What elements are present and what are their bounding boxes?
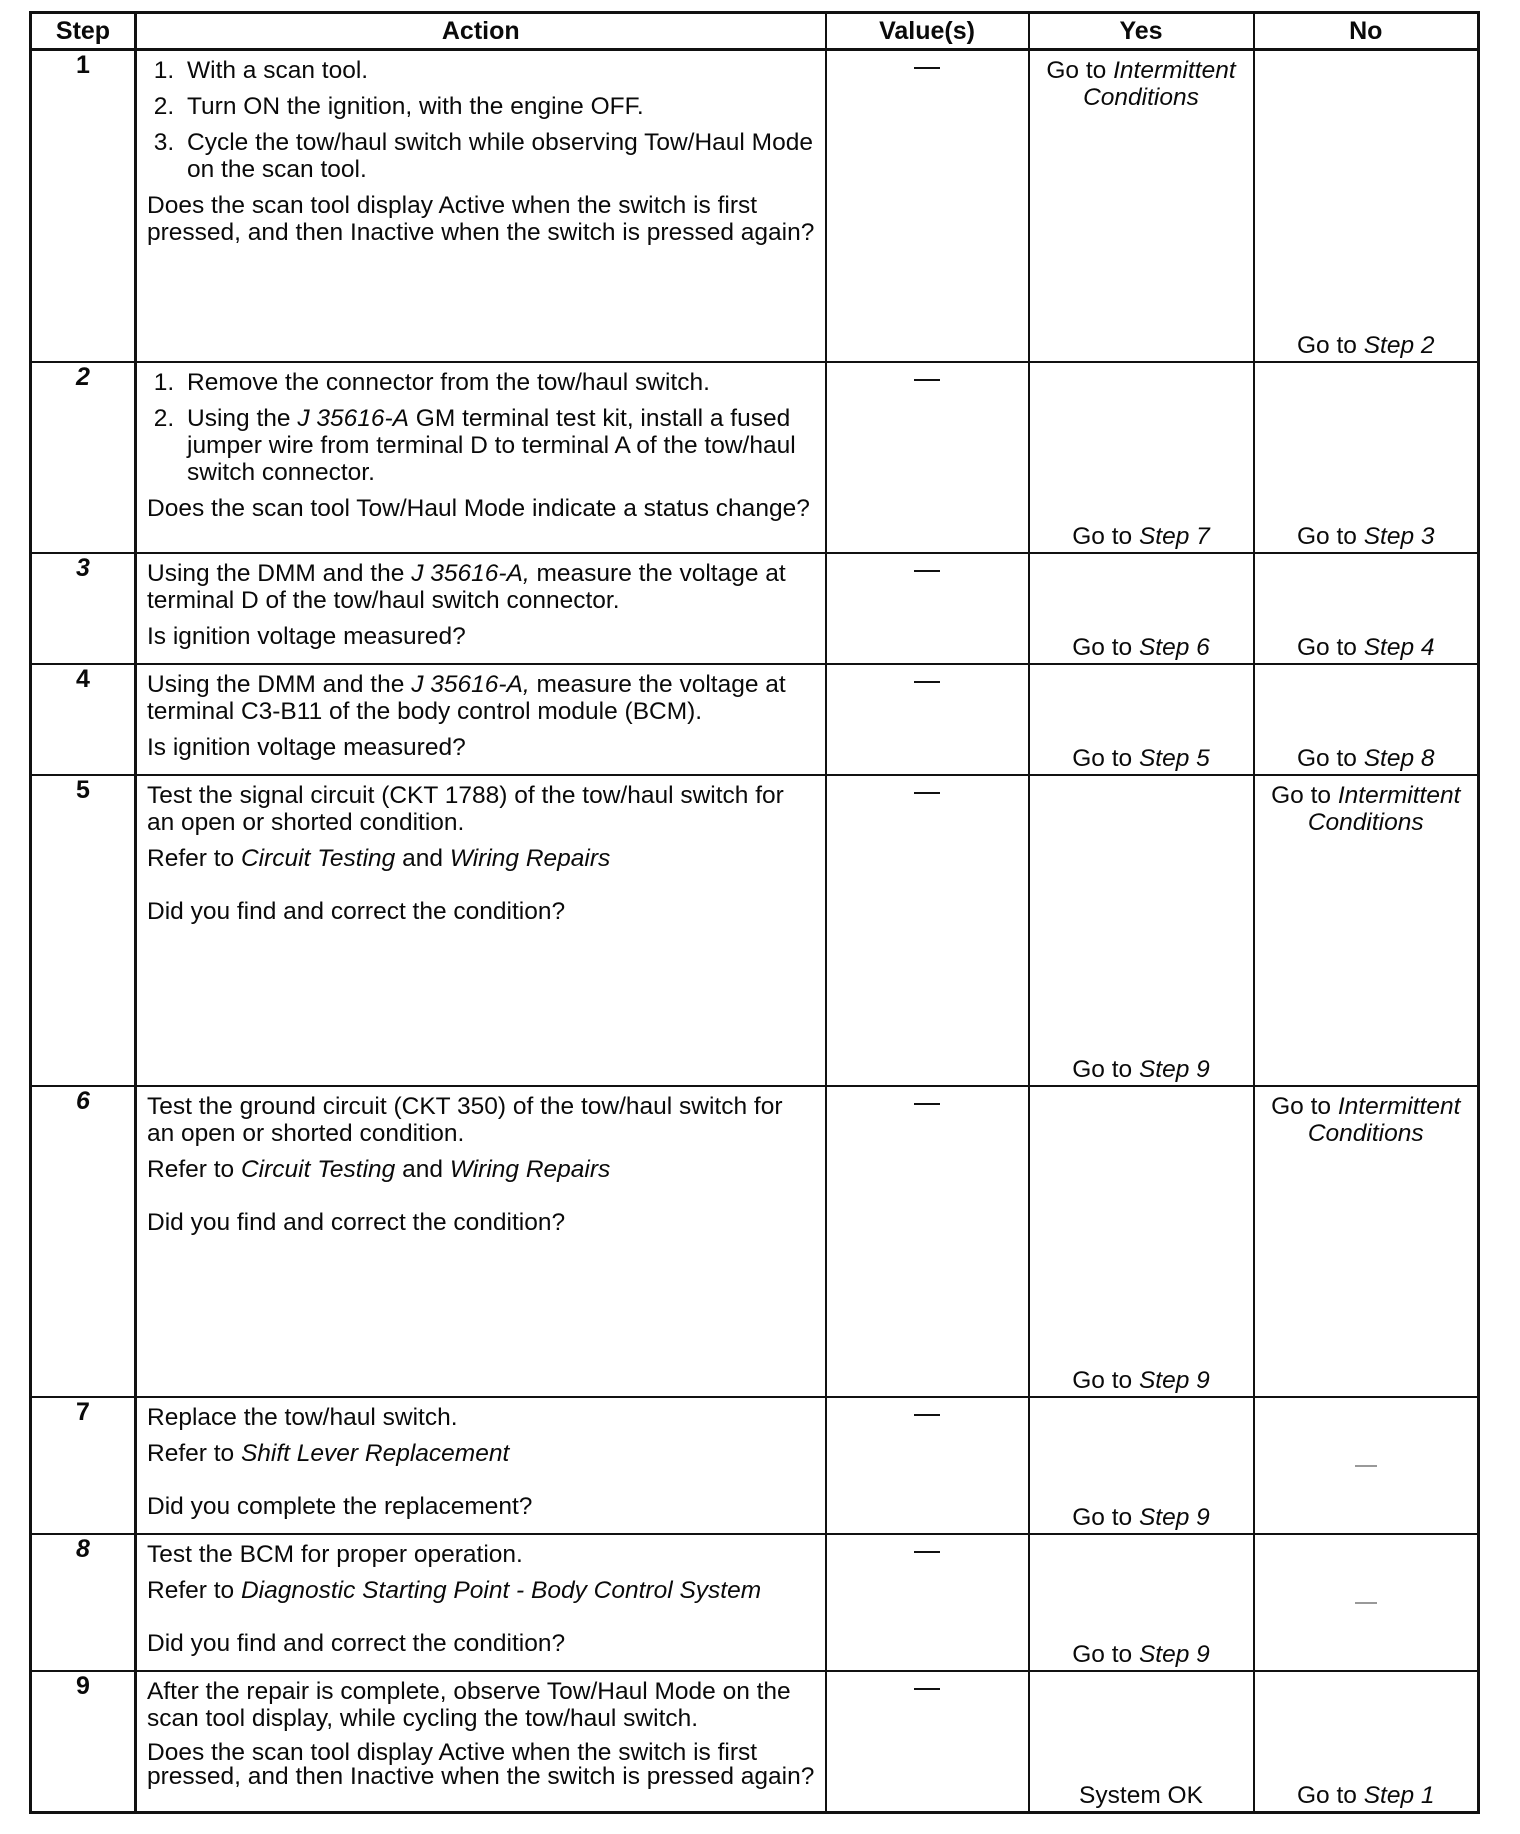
action-cell bbox=[136, 1671, 826, 1813]
step-number: 8 bbox=[31, 1534, 136, 1671]
yes-cell bbox=[1029, 553, 1254, 664]
question-text: Did you find and correct the condition? bbox=[147, 1629, 566, 1657]
value-cell bbox=[826, 664, 1029, 775]
dash-mark bbox=[914, 570, 940, 572]
diagnostic-table bbox=[29, 11, 1480, 1814]
header-row bbox=[31, 13, 1479, 50]
yes-link[interactable]: Step 9 bbox=[1138, 1640, 1210, 1668]
action-cell bbox=[136, 775, 826, 1086]
go-to-label: Go to bbox=[1296, 633, 1357, 661]
no-cell bbox=[1254, 775, 1479, 1086]
yes-link[interactable]: Step 6 bbox=[1138, 633, 1210, 661]
go-to-label: Go to bbox=[1296, 522, 1357, 550]
reference-text: Refer to Shift Lever Replacement bbox=[147, 1439, 510, 1467]
reference-link[interactable]: Diagnostic Starting Point - Body Control System bbox=[240, 1576, 762, 1604]
no-link[interactable]: Step 1 bbox=[1363, 1782, 1435, 1809]
step-number: 9 bbox=[31, 1671, 136, 1813]
yes-cell bbox=[1029, 1534, 1254, 1671]
go-to-label: Go to bbox=[1072, 522, 1133, 550]
go-to-label: Go to bbox=[1271, 781, 1332, 809]
reference-text: Refer to Diagnostic Starting Point - Body Control System bbox=[147, 1576, 762, 1604]
yes-link[interactable]: Step 7 bbox=[1138, 522, 1210, 550]
question-text: Did you find and correct the condition? bbox=[147, 1208, 566, 1236]
table-row bbox=[31, 1534, 1479, 1671]
instruction-text: Using the DMM and the J 35616-A, measure the voltage at terminal D of the tow/haul switch connector. bbox=[147, 559, 786, 614]
yes-link[interactable]: Step 5 bbox=[1138, 744, 1210, 772]
no-cell bbox=[1254, 553, 1479, 664]
action-cell bbox=[136, 50, 826, 362]
question-text: Does the scan tool Tow/Haul Mode indicate a status change? bbox=[147, 494, 810, 522]
header-step: Step bbox=[31, 13, 136, 50]
go-to-label: Go to bbox=[1296, 331, 1357, 359]
no-cell bbox=[1254, 1534, 1479, 1671]
tool-name: J 35616-A bbox=[297, 404, 409, 432]
go-to-label: Go to bbox=[1072, 1366, 1133, 1394]
dash-mark bbox=[1355, 1603, 1377, 1604]
table-row bbox=[31, 1397, 1479, 1534]
question-text: Did you complete the replacement? bbox=[147, 1492, 533, 1520]
no-link[interactable]: Step 4 bbox=[1363, 633, 1435, 661]
table-row bbox=[31, 664, 1479, 775]
no-cell bbox=[1254, 1086, 1479, 1397]
dash-mark bbox=[1355, 1466, 1377, 1467]
reference-link[interactable]: Wiring Repairs bbox=[449, 844, 611, 872]
no-cell bbox=[1254, 362, 1479, 553]
table-row bbox=[31, 50, 1479, 362]
dash-mark bbox=[914, 1551, 940, 1553]
dash-mark bbox=[914, 1414, 940, 1416]
no-link[interactable]: Intermittent Conditions bbox=[1307, 1092, 1461, 1147]
value-cell bbox=[826, 775, 1029, 1086]
yes-cell bbox=[1029, 1086, 1254, 1397]
dash-mark bbox=[914, 1103, 940, 1105]
list-item: 1. Remove the connector from the tow/haul switch. bbox=[181, 369, 815, 396]
question-text: Is ignition voltage measured? bbox=[147, 733, 466, 761]
yes-cell bbox=[1029, 664, 1254, 775]
procedure-list bbox=[147, 369, 815, 486]
no-cell bbox=[1254, 1671, 1479, 1813]
step-number: 2 bbox=[31, 362, 136, 553]
header-no: No bbox=[1254, 13, 1479, 50]
reference-text: Refer to Circuit Testing and Wiring Repairs bbox=[147, 1155, 611, 1183]
header-action: Action bbox=[136, 13, 826, 50]
step-number: 1 bbox=[31, 50, 136, 362]
go-to-label: Go to bbox=[1072, 1055, 1133, 1083]
question-text: Did you find and correct the condition? bbox=[147, 897, 566, 925]
system-ok-text: System OK bbox=[1079, 1782, 1203, 1809]
procedure-list bbox=[147, 57, 815, 183]
action-cell bbox=[136, 362, 826, 553]
go-to-label: Go to bbox=[1271, 1092, 1332, 1120]
no-link[interactable]: Step 2 bbox=[1363, 331, 1435, 359]
go-to-label: Go to bbox=[1072, 744, 1133, 772]
list-item: 1. With a scan tool. bbox=[181, 57, 815, 84]
value-cell bbox=[826, 1086, 1029, 1397]
reference-link[interactable]: Wiring Repairs bbox=[449, 1155, 611, 1183]
dash-mark bbox=[914, 1688, 940, 1690]
step-number: 6 bbox=[31, 1086, 136, 1397]
no-cell bbox=[1254, 50, 1479, 362]
dash-mark bbox=[914, 67, 940, 69]
yes-link[interactable]: Intermittent Conditions bbox=[1083, 57, 1236, 111]
go-to-label: Go to bbox=[1072, 1640, 1133, 1668]
value-cell bbox=[826, 1397, 1029, 1534]
table-row bbox=[31, 1671, 1479, 1813]
no-link[interactable]: Intermittent Conditions bbox=[1307, 781, 1461, 836]
no-cell bbox=[1254, 1397, 1479, 1534]
tool-name: J 35616-A, bbox=[411, 670, 530, 698]
value-cell bbox=[826, 1671, 1029, 1813]
instruction-text: Using the DMM and the J 35616-A, measure the voltage at terminal C3-B11 of the body control module (BCM). bbox=[147, 670, 786, 725]
action-cell bbox=[136, 1534, 826, 1671]
value-cell bbox=[826, 362, 1029, 553]
step-number: 4 bbox=[31, 664, 136, 775]
question-text: Does the scan tool display Active when the switch is first pressed, and then Inactive when the switch is pressed again? bbox=[147, 1738, 815, 1790]
no-cell bbox=[1254, 664, 1479, 775]
no-link[interactable]: Step 8 bbox=[1363, 744, 1435, 772]
yes-cell bbox=[1029, 1671, 1254, 1813]
yes-cell bbox=[1029, 362, 1254, 553]
question-text: Is ignition voltage measured? bbox=[147, 622, 466, 650]
header-values: Value(s) bbox=[826, 13, 1029, 50]
action-cell bbox=[136, 1397, 826, 1534]
go-to-label: Go to bbox=[1072, 633, 1133, 661]
table-row bbox=[31, 775, 1479, 1086]
action-cell bbox=[136, 664, 826, 775]
list-item: 2. Turn ON the ignition, with the engine OFF. bbox=[181, 93, 815, 120]
instruction-text: Replace the tow/haul switch. bbox=[147, 1403, 458, 1431]
yes-link[interactable]: Step 9 bbox=[1138, 1366, 1210, 1394]
table-row bbox=[31, 553, 1479, 664]
go-to-label: Go to bbox=[1296, 1782, 1357, 1809]
reference-text: Refer to Circuit Testing and Wiring Repairs bbox=[147, 844, 611, 872]
reference-link[interactable]: Circuit Testing bbox=[240, 1155, 396, 1183]
dash-mark bbox=[914, 792, 940, 794]
table-row bbox=[31, 1086, 1479, 1397]
value-cell bbox=[826, 553, 1029, 664]
instruction-text: Test the signal circuit (CKT 1788) of the tow/haul switch for an open or shorted condition. bbox=[147, 781, 784, 836]
yes-cell bbox=[1029, 775, 1254, 1086]
dash-mark bbox=[914, 681, 940, 683]
go-to-label: Go to bbox=[1046, 57, 1107, 84]
yes-link[interactable]: Step 9 bbox=[1138, 1055, 1210, 1083]
instruction-text: Test the BCM for proper operation. bbox=[147, 1540, 523, 1568]
action-cell bbox=[136, 1086, 826, 1397]
no-link[interactable]: Step 3 bbox=[1363, 522, 1435, 550]
value-cell bbox=[826, 50, 1029, 362]
value-cell bbox=[826, 1534, 1029, 1671]
list-item: 3. Cycle the tow/haul switch while observing Tow/Haul Mode on the scan tool. bbox=[181, 129, 815, 183]
table-row bbox=[31, 362, 1479, 553]
tool-name: J 35616-A, bbox=[411, 559, 530, 587]
question-text: Does the scan tool display Active when the switch is first pressed, and then Inactive when the switch is pressed again? bbox=[147, 192, 815, 246]
go-to-label: Go to bbox=[1072, 1503, 1133, 1531]
yes-cell bbox=[1029, 50, 1254, 362]
step-number: 5 bbox=[31, 775, 136, 1086]
instruction-text: Test the ground circuit (CKT 350) of the tow/haul switch for an open or shorted condition. bbox=[147, 1092, 783, 1147]
yes-link[interactable]: Step 9 bbox=[1138, 1503, 1210, 1531]
reference-link[interactable]: Shift Lever Replacement bbox=[240, 1439, 510, 1467]
reference-link[interactable]: Circuit Testing bbox=[240, 844, 396, 872]
go-to-label: Go to bbox=[1296, 744, 1357, 772]
step-number: 7 bbox=[31, 1397, 136, 1534]
step-number: 3 bbox=[31, 553, 136, 664]
yes-cell bbox=[1029, 1397, 1254, 1534]
list-item: 2. Using the J 35616-A GM terminal test kit, install a fused jumper wire from terminal D to terminal A of the tow/haul switch connector. bbox=[181, 405, 815, 486]
dash-mark bbox=[914, 379, 940, 381]
action-cell bbox=[136, 553, 826, 664]
instruction-text: After the repair is complete, observe Tow/Haul Mode on the scan tool display, while cycling the tow/haul switch. bbox=[147, 1677, 791, 1732]
header-yes: Yes bbox=[1029, 13, 1254, 50]
